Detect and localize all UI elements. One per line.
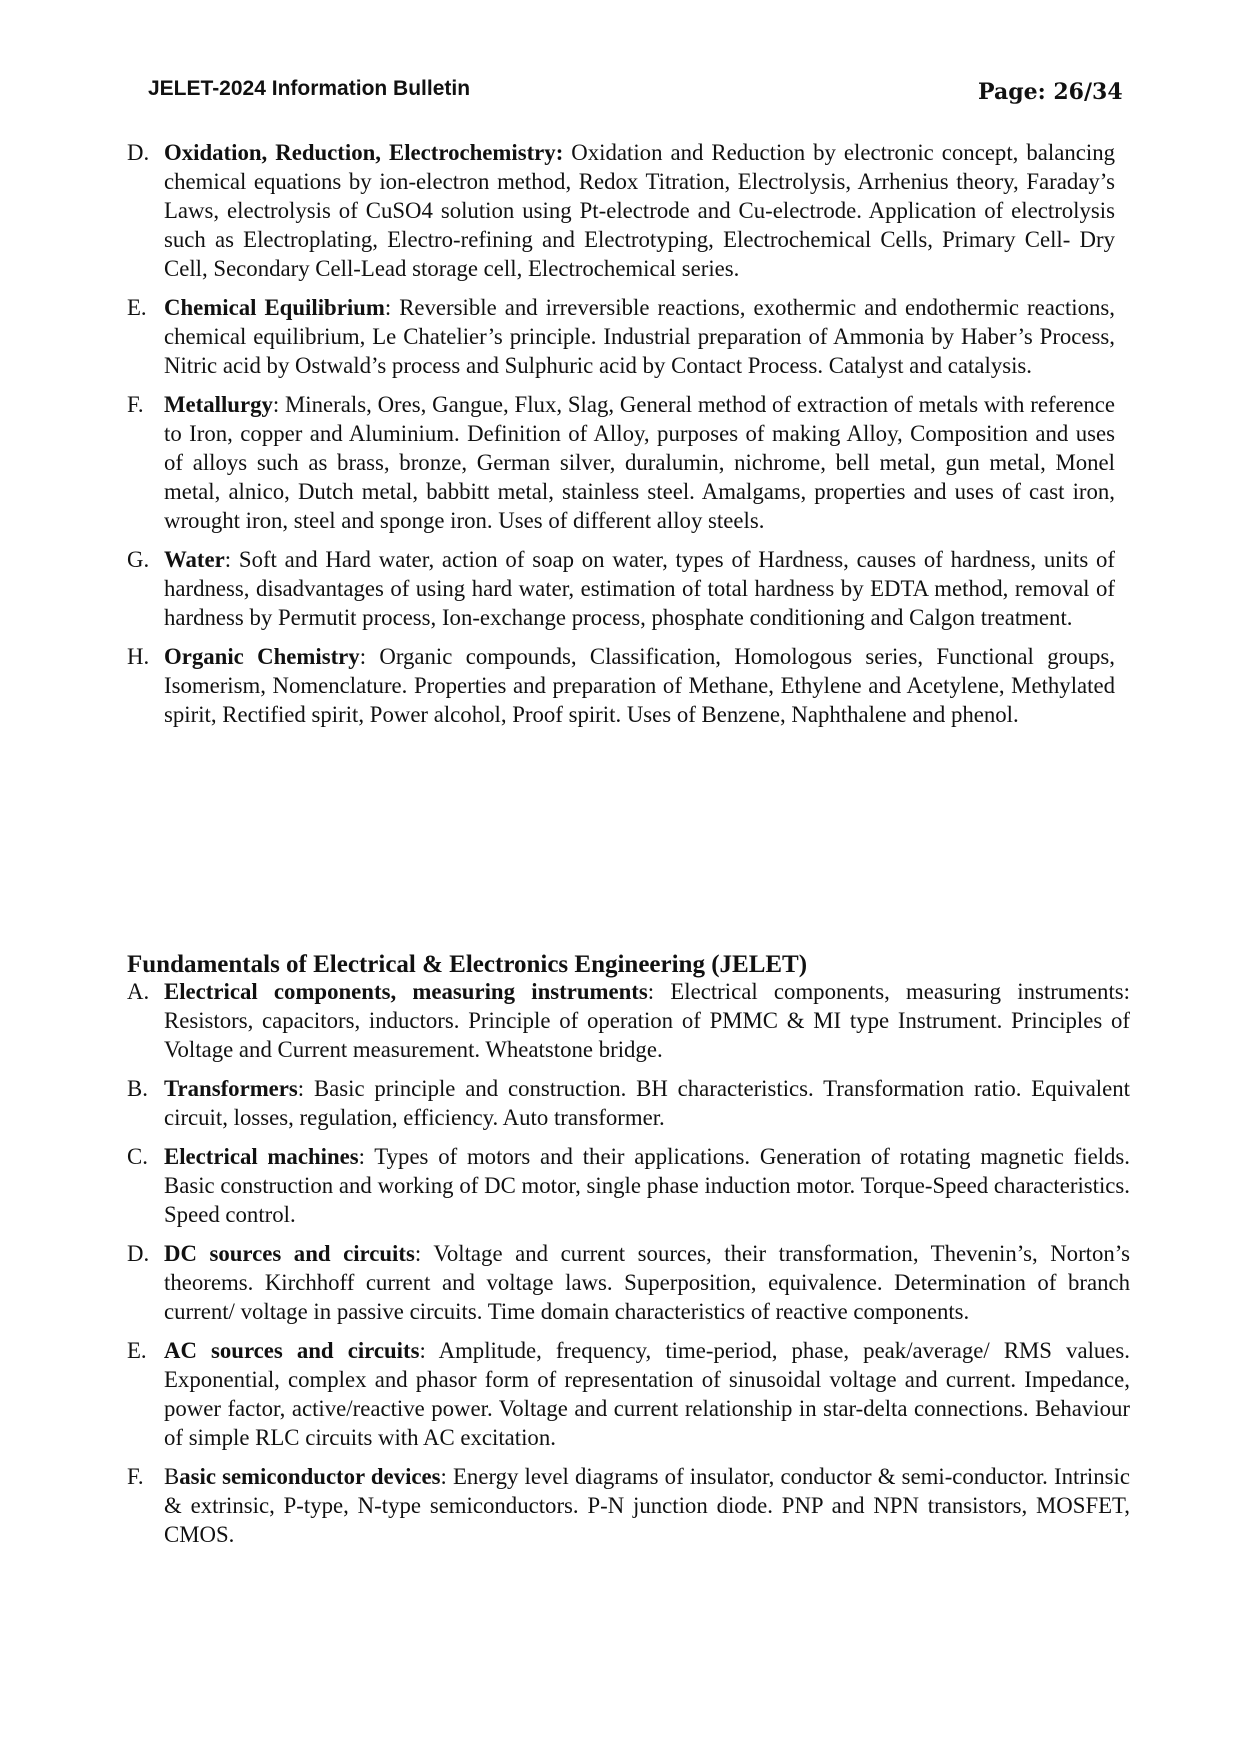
item-description: : Reversible and irreversible reactions, exothermic and endothermic reactions, chemical equilibrium, Le Chatelier’s principle. Industrial preparation of Ammonia by Haber’s Process, Nitric acid by Ostwald’s process and Sulphuric acid by Contact Process. Catalyst and catalysis.: [164, 295, 1116, 378]
list-item: [127, 293, 1115, 380]
item-letter: E.: [127, 1338, 147, 1363]
list-item: [127, 1336, 1130, 1452]
bulletin-title: JELET-2024 Information Bulletin: [148, 77, 471, 100]
item-term: Electrical components, measuring instruments: [164, 979, 648, 1004]
list-item: [127, 138, 1115, 283]
list-item: [127, 1074, 1130, 1132]
list-item: [127, 545, 1115, 632]
item-description: : Minerals, Ores, Gangue, Flux, Slag, General method of extraction of metals with reference to Iron, copper and Aluminium. Definition of Alloy, purposes of making Alloy, Composition and uses of alloys such as brass, bronze, German silver, duralumin, nichrome, bell metal, gun metal, Monel metal, alnico, Dutch metal, babbitt metal, stainless steel. Amalgams, properties and uses of cast iron, wrought iron, steel and sponge iron. Uses of different alloy steels.: [164, 392, 1115, 533]
item-term: Oxidation, Reduction, Electrochemistry:: [164, 140, 564, 165]
item-term: Chemical Equilibrium: [164, 295, 385, 320]
list-item: [127, 390, 1115, 535]
list-item: [127, 1462, 1130, 1549]
item-description: : Energy level diagrams of insulator, conductor & semi-conductor. Intrinsic & extrinsic, P-type, N-type semiconductors. P-N junction diode. PNP and NPN transistors, MOSFET, CMOS.: [164, 1464, 1130, 1547]
item-letter: B.: [127, 1076, 148, 1101]
list-item: [127, 1239, 1130, 1326]
list-item: [127, 642, 1115, 729]
item-description: : Voltage and current sources, their transformation, Thevenin’s, Norton’s theorems. Kirchhoff current and voltage laws. Superposition, equivalence. Determination of branch current/ voltage in passive circuits. Time domain characteristics of reactive components.: [164, 1241, 1130, 1324]
item-description: Oxidation and Reduction by electronic concept, balancing chemical equations by ion-electron method, Redox Titration, Electrolysis, Arrhenius theory, Faraday’s Laws, electrolysis of CuSO4 solution using Pt-electrode and Cu-electrode. Application of electrolysis such as Electroplating, Electro-refining and Electrotyping, Electrochemical Cells, Primary Cell- Dry Cell, Secondary Cell-Lead storage cell, Electrochemical series.: [164, 140, 1115, 281]
item-term: Organic Chemistry: [164, 644, 360, 669]
list-item: [127, 977, 1130, 1064]
item-description: : Organic compounds, Classification, Homologous series, Functional groups, Isomerism, Nomenclature. Properties and preparation of Methane, Ethylene and Acetylene, Methylated spirit, Rectified spirit, Power alcohol, Proof spirit. Uses of Benzene, Naphthalene and phenol.: [164, 644, 1115, 727]
item-term: DC sources and circuits: [164, 1241, 415, 1266]
item-description: : Basic principle and construction. BH characteristics. Transformation ratio. Equivalent circuit, losses, regulation, efficiency. Auto transformer.: [164, 1076, 1130, 1130]
item-term: asic semiconductor devices: [179, 1464, 441, 1489]
list-item: [127, 1142, 1130, 1229]
item-term: Metallurgy: [164, 392, 273, 417]
page-number: Page: 26/34: [978, 79, 1123, 105]
item-term-prefix: B: [164, 1464, 180, 1489]
item-letter: G.: [127, 547, 150, 572]
item-term: Transformers: [164, 1076, 298, 1101]
item-letter: D.: [127, 1241, 150, 1266]
item-letter: E.: [127, 295, 147, 320]
item-letter: F.: [127, 1464, 144, 1489]
electrical-topic-list: [127, 977, 1130, 1559]
item-description: : Types of motors and their applications. Generation of rotating magnetic fields. Basic construction and working of DC motor, single phase induction motor. Torque-Speed characteristics. Speed control.: [164, 1144, 1130, 1227]
item-letter: C.: [127, 1144, 148, 1169]
item-description: : Soft and Hard water, action of soap on water, types of Hardness, causes of hardness, units of hardness, disadvantages of using hard water, estimation of total hardness by EDTA method, removal of hardness by Permutit process, Ion-exchange process, phosphate conditioning and Calgon treatment.: [164, 547, 1115, 630]
item-term: Water: [164, 547, 225, 572]
item-letter: F.: [127, 392, 144, 417]
item-description: : Amplitude, frequency, time-period, phase, peak/average/ RMS values. Exponential, complex and phasor form of representation of sinusoidal voltage and current. Impedance, power factor, active/reactive power. Voltage and current relationship in star-delta connections. Behaviour of simple RLC circuits with AC excitation.: [164, 1338, 1130, 1450]
section-heading: Fundamentals of Electrical & Electronics Engineering (JELET): [127, 951, 808, 978]
item-letter: D.: [127, 140, 150, 165]
item-description: : Electrical components, measuring instruments: Resistors, capacitors, inductors. Principle of operation of PMMC & MI type Instrument. Principles of Voltage and Current measurement. Wheatstone bridge.: [164, 979, 1130, 1062]
item-letter: H.: [127, 644, 150, 669]
item-term: Electrical machines: [164, 1144, 359, 1169]
chemistry-topic-list: [127, 138, 1115, 739]
item-term: AC sources and circuits: [164, 1338, 420, 1363]
item-letter: A.: [127, 979, 150, 1004]
